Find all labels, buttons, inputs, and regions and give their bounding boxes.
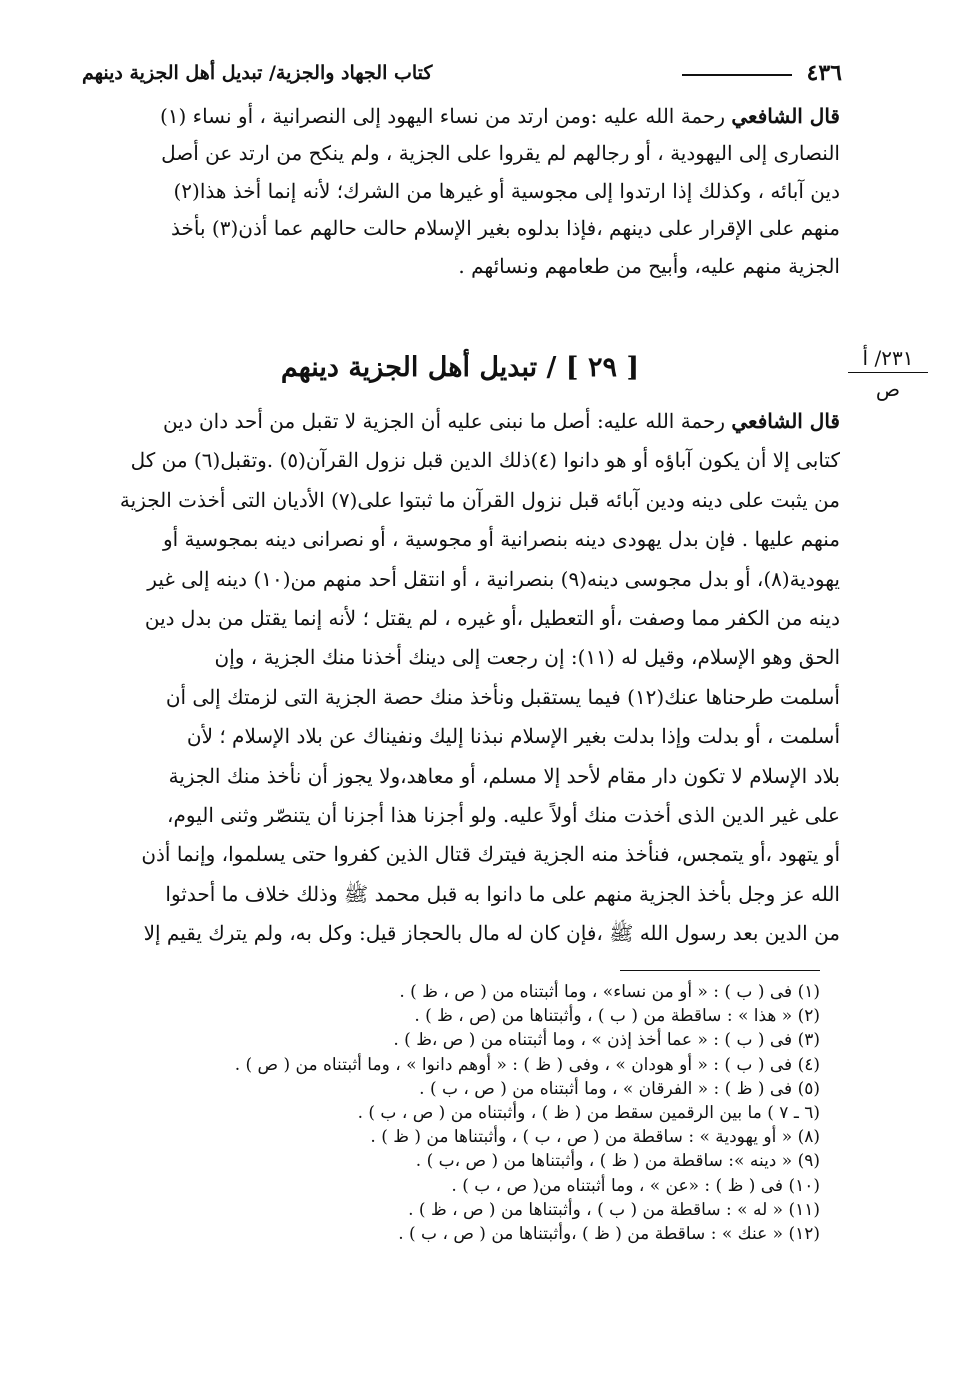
footnote-separator	[620, 970, 820, 971]
footnote: (١١) « له » : ساقطة من ( ب ) ، وأثبتناها من ( ص ، ظ ) .	[408, 1199, 820, 1220]
text-line: أسلمت ، أو بدلت وإذا بدلت بغير الإسلام نبذنا إليك ونفيناك عن بلاد الإسلام ؛ لأن	[186, 724, 840, 749]
text-line: الجزية منهم عليه، وأبيح من طعامهم ونسائهم .	[458, 253, 840, 278]
text-line: الله عز وجل بأخذ الجزية منهم على ما دانوا به قبل محمد ﷺ وذلك خلاف ما أحدثوا	[165, 881, 840, 906]
text-line: دينه من الكفر مما وصفت ،أو التعطيل ،أو غيره ، لم يقتل ؛ لأنه إنما يقتل من بدل دين	[144, 605, 840, 630]
text-line: من الدين بعد رسول الله ﷺ ،فإن كان له مال بالحجاز قيل: وكل به، ولم يترك يقيم إلا	[143, 921, 840, 946]
running-header	[82, 60, 842, 90]
page-number: ٤٣٦	[806, 60, 842, 86]
main-paragraph	[80, 402, 840, 953]
footnote: (٥) فى ( ظ ) : « الفرقان » ، وما أثبتناه من ( ص ، ب ) .	[419, 1078, 820, 1099]
text-line: الحق وهو الإسلام، وقيل له (١١): إن رجعت إلى دينك أخذنا منك الجزية ، وإن	[214, 645, 840, 670]
text-line: دين آبائه ، وكذلك إذا ارتدوا إلى مجوسية أو غيرها من الشرك؛ لأنه إنما أخذ هذا(٢)	[173, 178, 840, 203]
text-line: يهودية(٨)، أو بدل مجوسى دينه(٩) بنصرانية ، أو انتقل أحد منهم من(١٠) دينه إلى غير	[147, 566, 840, 591]
section-heading: [ ٢٩ ] / تبديل أهل الجزية دينهم	[280, 352, 640, 383]
footnote: (٦ ـ ٧ ) ما بين الرقمين سقط من ( ظ ) ، وأثبتناه من ( ص ، ب ) .	[357, 1102, 820, 1123]
footnote: (٤) فى ( ب ) : « أو هودان » ، وفى ( ظ ) : « أوهم دانوا » ، وما أثبتناه من ( ص ) .	[234, 1054, 820, 1075]
footnote: (١٢) « عنك » : ساقطة من ( ظ ) ،وأثبتناها من ( ص ، ب ) .	[398, 1223, 820, 1244]
book-title: كتاب الجهاد والجزية/ تبديل أهل الجزية دينهم	[82, 62, 433, 84]
footnote: (٢) « هذا » : ساقطة من ( ب ) ، وأثبتناها من (ص ، ظ ) .	[414, 1006, 820, 1027]
text-line: أسلمت طرحناها عنك(١٢) فيما يستقبل ونأخذ منك حصة الجزية التى لزمتك إلى أن	[165, 684, 840, 709]
text-line: قال الشافعي رحمة الله عليه: أصل ما نبنى عليه أن الجزية لا تقبل من أحد دان دين	[162, 409, 840, 433]
text-line: قال الشافعي رحمة الله عليه :ومن ارتد من نساء اليهود إلى النصرانية ، أو نساء (١)	[159, 104, 840, 128]
margin-folio-reference: ٢٣١/ أ	[848, 346, 928, 373]
footnote: (١) فى ( ب ) : « أو من نساء» ، وما أثبتناه من ( ص ، ظ ) .	[399, 982, 820, 1002]
header-rule	[682, 74, 792, 76]
margin-manuscript-siglum: ص	[875, 377, 901, 401]
text-line: كتابى إلا أن يكون آباؤه أو هو دانوا (٤)ذلك الدين قبل نزول القرآن(٥) .وتقبل(٦) من كل	[130, 448, 840, 473]
margin-note	[848, 346, 928, 401]
footnotes	[160, 980, 820, 1246]
footnote: (٩) « دينه »: ساقطة من ( ظ ) ، وأثبتناها من ( ص ،ب ) .	[415, 1151, 820, 1172]
text-line: منهم عليها . فإن بدل يهودى دينه بنصرانية أو مجوسية ، أو نصرانى دينه بمجوسية أو	[162, 527, 840, 552]
speaker-name: قال الشافعي	[731, 104, 840, 128]
text-line: بلاد الإسلام لا تكون دار مقام لأحد إلا مسلم، أو معاهد،ولا يجوز أن نأخذ منك الجزية	[168, 763, 840, 788]
footnote: (٣) فى ( ب ) : « عما أخذ إذن » ، وما أثبتناه من ( ص ،ظ ) .	[393, 1030, 820, 1051]
speaker-name: قال الشافعي	[731, 409, 840, 433]
text-line: على غير الدين الذى أخذت منك أولاً عليه. ولو أجزنا هذا أجزنا أن يتنصّر وثنى اليوم،	[167, 802, 840, 827]
intro-paragraph	[80, 98, 840, 285]
footnote: (٨) « أو يهودية » : ساقطة من ( ص ، ب ) ، وأثبتناها من ( ظ ) .	[370, 1127, 820, 1148]
text-line: أو يتهود ،أو يتمجس، فنأخذ منه الجزية فيترك قتال الذين كفروا حتى يسلموا، وإنما أذن	[141, 842, 840, 867]
text-line: من يثبت على دينه ودين آبائه قبل نزول القرآن ما ثبتوا على(٧) الأديان التى أخذت الجزية	[119, 487, 840, 512]
text-line: النصارى إلى اليهودية ، أو رجالهم لم يقروا على الجزية ، ولم ينكح من ارتد عن أصل	[161, 141, 840, 166]
footnote: (١٠) فى ( ظ ) : «عن » ، وما أثبتناه من( ص ، ب ) .	[451, 1175, 820, 1196]
text-line: منهم على الإقرار على دينهم ،فإذا بدلوه بغير الإسلام حالت حالهم عما أذن(٣) بأخذ	[171, 216, 840, 241]
